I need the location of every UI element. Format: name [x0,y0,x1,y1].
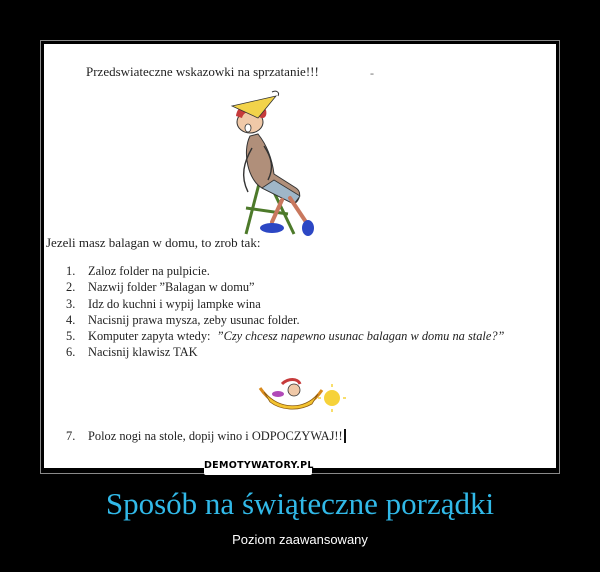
poster [44,44,556,468]
heading-dash: - [370,66,374,80]
final-step: 7. Poloz nogi na stole, dopij wino i ODPOCZYWAJ!! [66,429,346,444]
site-watermark: DEMOTYWATORY.PL [204,457,312,475]
final-step-text: Poloz nogi na stole, dopij wino i ODPOCZYWAJ!! [88,429,343,443]
dialog-quote: ”Czy chcesz napewno usunac balagan w domu na stale?” [216,329,505,344]
list-item: 1. Zaloz folder na pulpicie. [66,264,210,278]
list-item: 4. Nacisnij prawa mysza, zeby usunac folder. [66,312,300,327]
text-cursor [344,429,346,443]
list-item: 3. Idz do kuchni i wypij lampke wina [66,296,261,311]
steps-list [66,263,546,361]
step-text: Komputer zapyta wtedy: [88,329,211,344]
page-subtitle: Poziom zaawansowany [232,532,368,547]
list-item: 6. Nacisnij klawisz TAK [66,345,198,360]
instructions-intro: Jezeli masz balagan w domu, to zrob tak: [46,235,261,250]
list-item: 2. Nazwij folder ”Balagan w domu” [66,280,255,295]
hammock-illustration [254,374,346,420]
page-title: Sposób na świąteczne porządki [105,486,495,521]
relaxing-woman-illustration [202,88,322,238]
list-item: 5. Komputer zapyta wtedy: ”Czy chcesz napewno usunac balagan w domu na stale?” [66,329,505,344]
poster-heading: Przedswiateczne wskazowki na sprzatanie!!! [86,64,319,79]
